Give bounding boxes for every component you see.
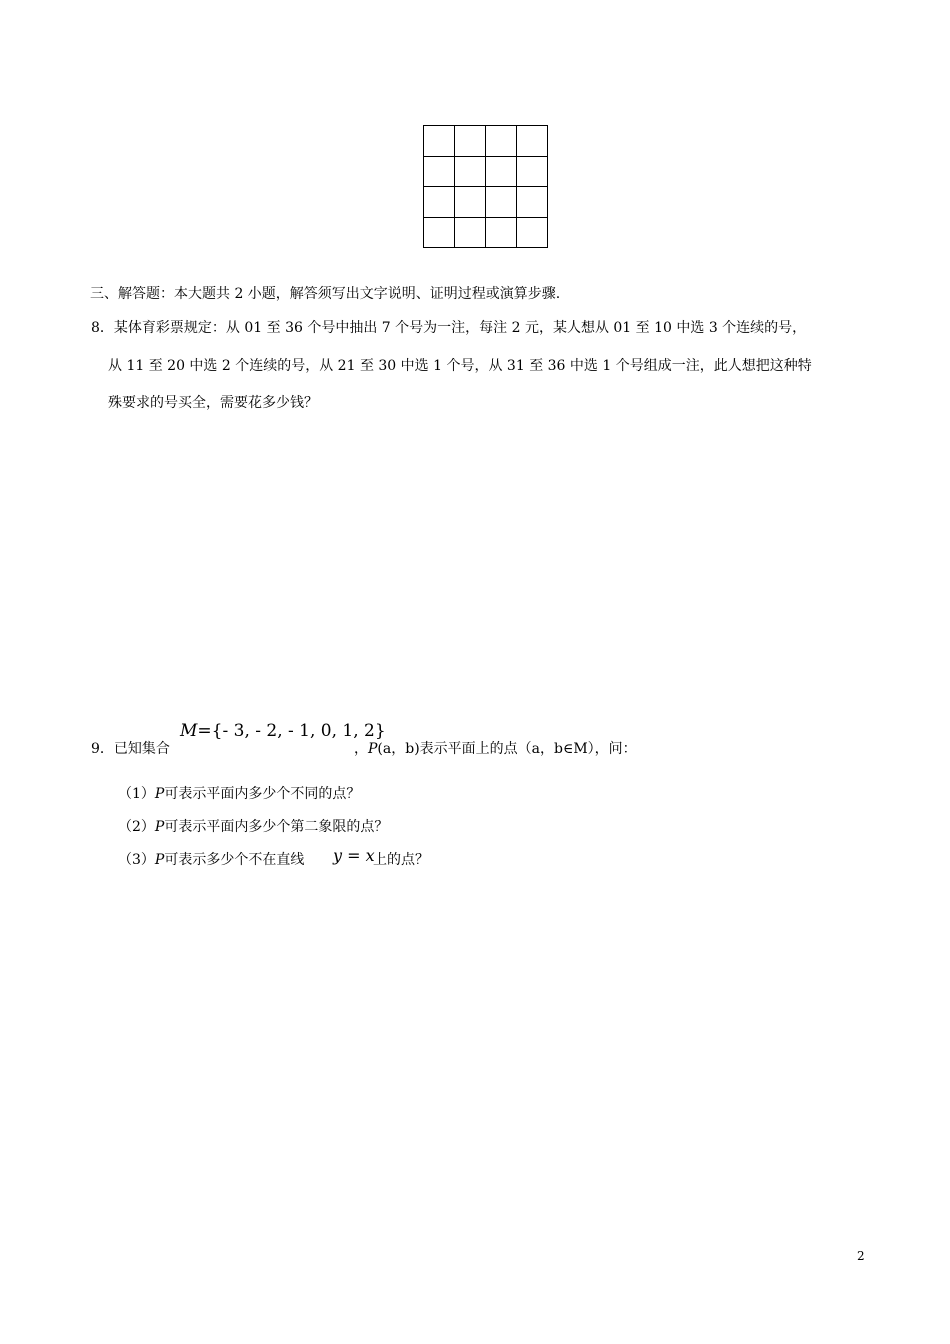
sub3-number: （3） bbox=[118, 852, 155, 868]
q8-line-3: 殊要求的号买全，需要花多少钱？ bbox=[108, 395, 318, 411]
sub2-text: 可表示平面内多少个第二象限的点？ bbox=[164, 819, 389, 835]
q9-prefix: 9．已知集合 bbox=[91, 741, 170, 757]
sub3-text-after: 上的点？ bbox=[373, 852, 429, 868]
point-p: P bbox=[368, 741, 378, 757]
set-elements: ={- 3, - 2, - 1, 0, 1, 2} bbox=[197, 721, 386, 741]
sub1-p: P bbox=[154, 786, 165, 802]
sub3-text-before: 可表示多少个不在直线 bbox=[164, 852, 305, 868]
sub1-number: （1） bbox=[118, 786, 155, 802]
set-m-expression bbox=[180, 721, 386, 741]
sub2-number: （2） bbox=[118, 819, 155, 835]
q9-sub-1 bbox=[118, 784, 360, 804]
y-equals-x: y = x bbox=[333, 846, 375, 865]
q9-statement bbox=[354, 739, 637, 759]
q9-sub-3 bbox=[118, 850, 304, 870]
comma: ， bbox=[354, 741, 368, 757]
page-number: 2 bbox=[857, 1249, 865, 1263]
q8-line-1: 8．某体育彩票规定：从 01 至 36 个号中抽出 7 个号为一注，每注 2 元，某人想从 01 至 10 中选 3 个连续的号， bbox=[91, 320, 807, 336]
sub1-text: 可表示平面内多少个不同的点？ bbox=[164, 786, 361, 802]
q8-line-2: 从 11 至 20 中选 2 个连续的号，从 21 至 30 中选 1 个号，从 31 至 36 中选 1 个号组成一注，此人想把这种特 bbox=[108, 358, 812, 374]
sub2-p: P bbox=[154, 819, 165, 835]
sub3-p: P bbox=[154, 852, 165, 868]
point-desc: 表示平面上的点 bbox=[419, 741, 518, 757]
point-args: (a，b) bbox=[377, 741, 420, 757]
q9-tail: ，问： bbox=[594, 741, 637, 757]
q9-sub-2 bbox=[118, 817, 388, 837]
set-variable: M bbox=[180, 721, 198, 741]
four-by-four-grid bbox=[423, 125, 548, 248]
section-heading: 三、解答题：本大题共 2 小题，解答须写出文字说明、证明过程或演算步骤. bbox=[90, 286, 561, 302]
point-condition: （a，b∈M） bbox=[517, 741, 595, 757]
